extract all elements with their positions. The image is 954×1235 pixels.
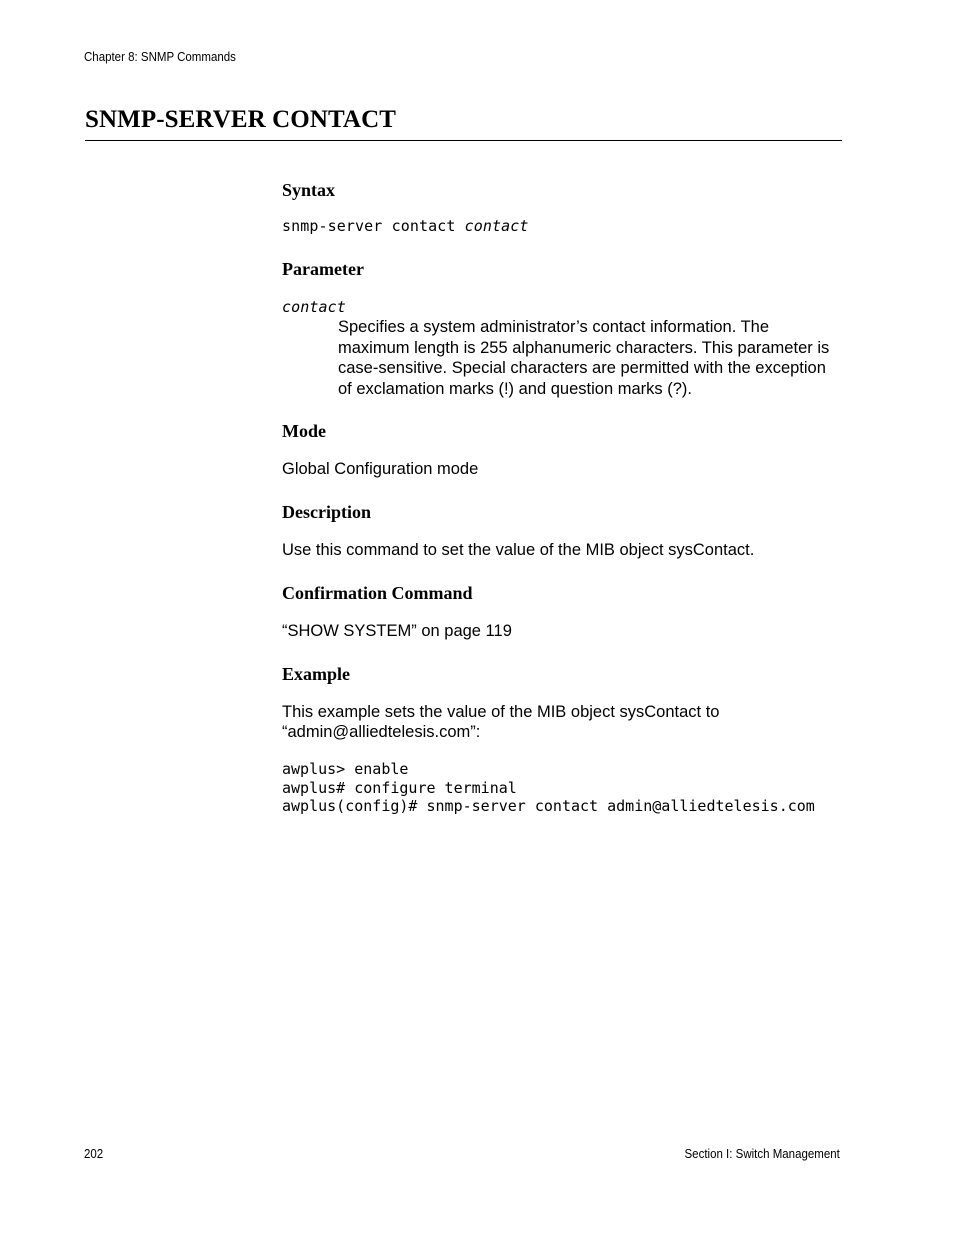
confirmation-link[interactable]: “SHOW SYSTEM” on page 119 (282, 622, 512, 640)
running-header: Chapter 8: SNMP Commands (84, 50, 236, 64)
syntax-command (282, 217, 529, 235)
page-title: SNMP-SERVER CONTACT (85, 106, 396, 133)
parameter-name (282, 298, 346, 316)
syntax-heading: Syntax (282, 180, 336, 200)
example-text: This example sets the value of the MIB object sysContact to “admin@alliedtelesis.com”: (282, 703, 720, 742)
syntax-command-text: snmp-server contact (282, 217, 465, 235)
example-heading: Example (282, 664, 351, 684)
parameter-heading: Parameter (282, 259, 364, 279)
confirmation-heading: Confirmation Command (282, 583, 473, 603)
section-footer: Section I: Switch Management (684, 1147, 840, 1161)
description-text: Use this command to set the value of the MIB object sysContact. (282, 541, 755, 559)
parameter-description: Specifies a system administrator’s contact information. The maximum length is 255 alphanumeric characters. This parameter is case-sensitive. Special characters are permitted with the exception of exclamation marks (!) and question marks (?). (338, 318, 830, 398)
parameter-name-text: contact (282, 298, 346, 316)
syntax-argument: contact (464, 217, 529, 235)
example-code-block (282, 760, 815, 816)
page-number: 202 (84, 1147, 104, 1161)
mode-text: Global Configuration mode (282, 460, 479, 478)
code-line: awplus> enable (282, 760, 409, 778)
mode-heading: Mode (282, 421, 326, 441)
code-line: awplus# configure terminal (282, 778, 517, 797)
title-rule (85, 140, 842, 141)
description-heading: Description (282, 502, 371, 522)
code-line: awplus(config)# snmp-server contact admin@alliedtelesis.com (282, 797, 815, 816)
